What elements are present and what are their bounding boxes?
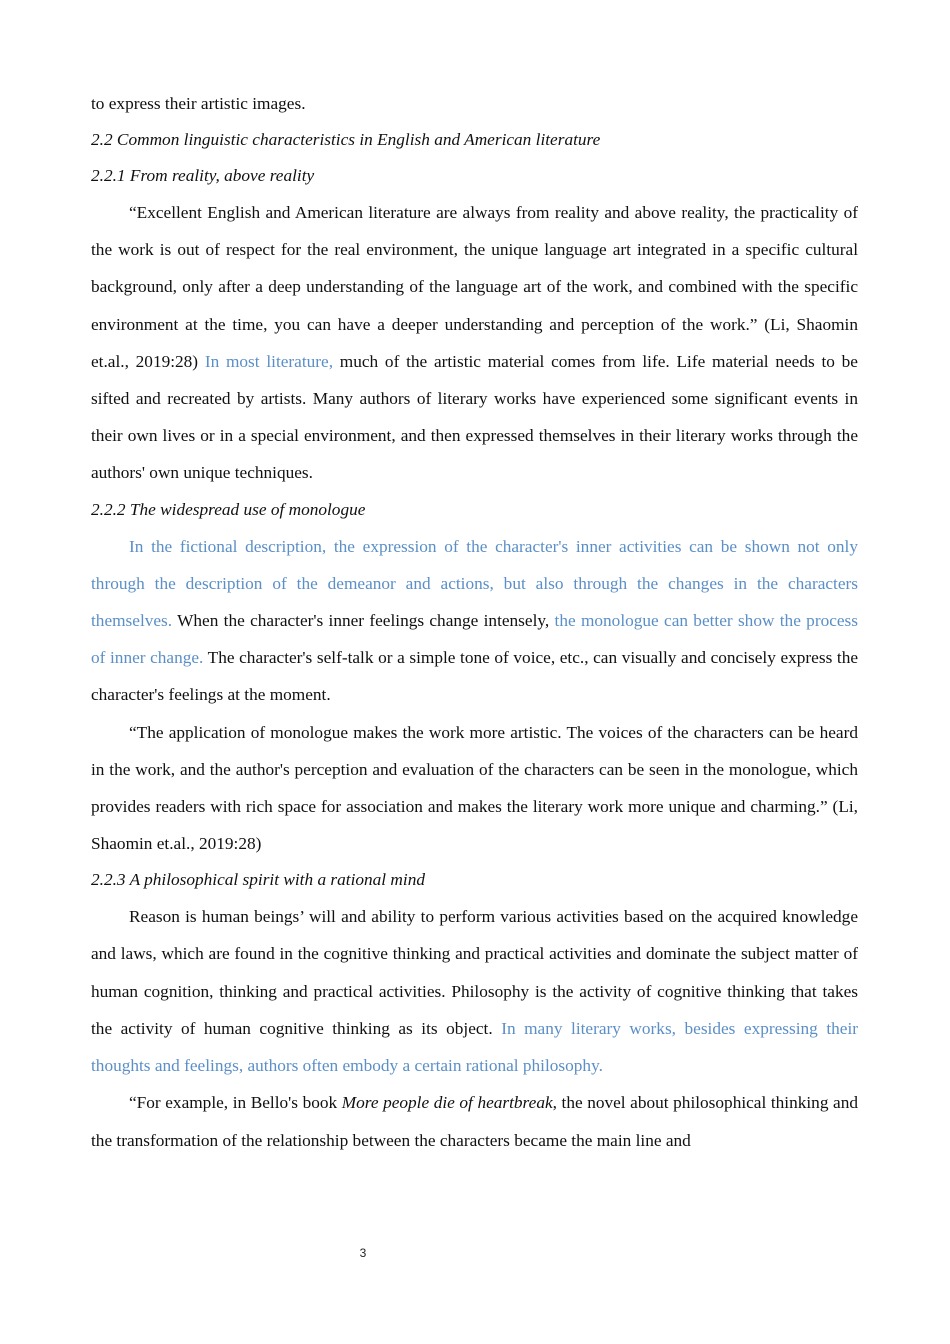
- highlighted-text: the monologue can better show the process of inner change.: [91, 610, 859, 668]
- highlighted-text: In most literature,: [204, 351, 334, 371]
- paragraph-text: , the novel about philosophical thinking and the transformation of the relationship between the characters became the main line and: [91, 1093, 858, 1150]
- paragraph-continuation: to express their artistic images.: [91, 94, 306, 113]
- heading-2-2-1: 2.2.1 From reality, above reality: [91, 166, 315, 186]
- paragraph-text: “For example, in Bello's book: [129, 1093, 342, 1113]
- book-title: More people die of heartbreak: [341, 1093, 553, 1113]
- paragraph-text: The character's self-talk or a simple tone of voice, etc., can visually and concisely express the character's feelings at the moment.: [91, 648, 859, 705]
- heading-2-2: 2.2 Common linguistic characteristics in English and American literature: [91, 130, 601, 150]
- paragraph-text: “Excellent English and American literature are always from reality and above reality, the practicality of the work is out of respect for the real environment, the unique language art integrated in a specific cultural background, only after a deep understanding of the language art of the work, and combined with the specific environment at the time, you can have a deeper understanding and perception of the work.” (Li, Shaomin et.al., 2019:28): [91, 203, 858, 371]
- paragraph-text: When the character's inner feelings change intensely,: [172, 610, 555, 630]
- heading-2-2-2: 2.2.2 The widespread use of monologue: [91, 499, 366, 519]
- paragraph-text: Reason is human beings’ will and ability to perform various activities based on the acquired knowledge and laws, which are found in the cognitive thinking and practical activities and dominate the subject matter of human cognition, thinking and practical activities. Philosophy is the activity of cognitive thinking that takes the activity of human cognitive thinking as its object.: [91, 907, 858, 1038]
- paragraph-monologue: [91, 528, 858, 714]
- paragraph-reality: [91, 194, 858, 492]
- paragraph-text: much of the artistic material comes from life. Life material needs to be sifted and recreated by artists. Many authors of literary works have experienced some significant events in their own lives or in a special environment, and then expressed themselves in their literary works through the authors' own unique techniques.: [91, 351, 858, 483]
- page-number: 3: [359, 1246, 367, 1260]
- highlighted-text: In many literary works, besides expressing their thoughts and feelings, authors often embody a certain rational philosophy.: [91, 1018, 858, 1076]
- paragraph-reason: [91, 898, 858, 1084]
- paragraph-example: [91, 1084, 858, 1158]
- heading-2-2-3: 2.2.3 A philosophical spirit with a rational mind: [91, 870, 425, 890]
- paragraph-monologue-quote: “The application of monologue makes the work more artistic. The voices of the characters can be heard in the work, and the author's perception and evaluation of the characters can be seen in the monologue, which provides readers with rich space for association and makes the literary work more unique and charming.” (Li, Shaomin et.al., 2019:28): [91, 722, 858, 854]
- highlighted-text: In the fictional description, the expression of the character's inner activities can be shown not only through the description of the demeanor and actions, but also through the changes in the characters themselves.: [91, 536, 858, 630]
- document-body: [91, 85, 858, 1159]
